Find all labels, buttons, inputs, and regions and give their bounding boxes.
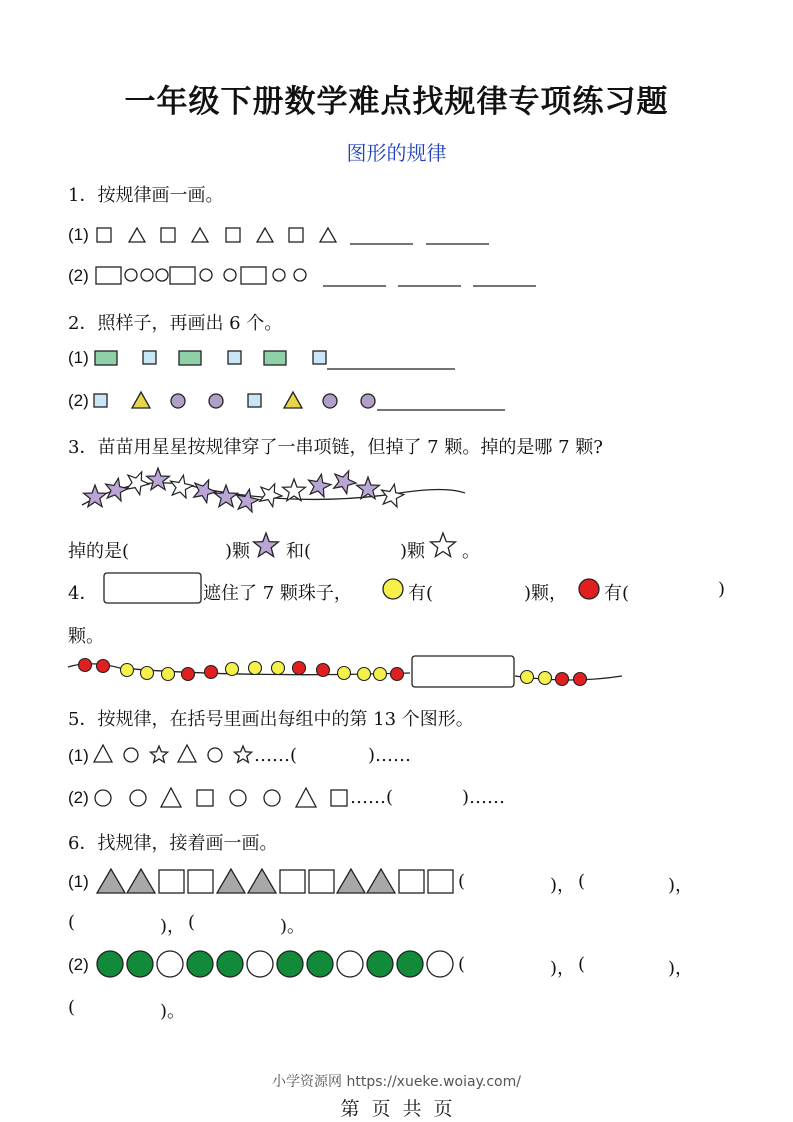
q1-part1-label: (1) <box>68 225 89 244</box>
q5-part1-tail-b: )…… <box>368 745 412 766</box>
triangle-icon <box>257 228 273 242</box>
purple-star-icon <box>147 468 170 490</box>
red-bead-icon <box>79 659 92 672</box>
white-star-icon <box>260 484 282 507</box>
q6-part2-close-2: )， <box>668 958 694 979</box>
bead-cover-box <box>412 656 514 687</box>
page-title: 一年级下册数学难点找规律专项练习题 <box>124 84 669 120</box>
yellow-bead-icon <box>141 667 154 680</box>
grey-triangle-icon <box>97 869 125 893</box>
q4-text-d: 有( <box>604 583 630 604</box>
question-6-text: 6．找规律，接着画一画。 <box>68 833 278 854</box>
yellow-bead-icon <box>162 668 175 681</box>
white-star-icon <box>171 475 193 498</box>
circle-icon <box>427 951 453 977</box>
q1-part2-label: (2) <box>68 266 89 285</box>
blue-square-icon <box>94 394 107 407</box>
purple-circle-icon <box>209 394 223 408</box>
q6-part1-close-2: )， <box>668 875 694 896</box>
rectangle-icon <box>241 267 266 284</box>
grey-triangle-icon <box>217 869 245 893</box>
q6-part2-close-1: )， <box>550 958 576 979</box>
yellow-bead-icon <box>521 671 534 684</box>
star-icon <box>150 746 167 762</box>
circle-icon <box>208 748 222 762</box>
purple-star-icon <box>334 471 356 494</box>
triangle-icon <box>296 788 316 807</box>
triangle-icon <box>129 228 145 242</box>
q3-answer-b: )颗 <box>225 541 251 562</box>
q4-text-c: )颗， <box>524 583 568 604</box>
circle-icon <box>95 790 111 806</box>
yellow-bead-icon <box>249 662 262 675</box>
circle-icon <box>337 951 363 977</box>
q6-part2-open-1: ( <box>458 954 466 975</box>
question-5-text: 5．按规律，在括号里画出每组中的第 13 个图形。 <box>68 709 474 730</box>
yellow-bead-icon <box>539 672 552 685</box>
q6-part2-label: (2) <box>68 955 89 974</box>
circle-icon <box>200 269 212 281</box>
q3-answer-a: 掉的是( <box>68 541 130 562</box>
square-icon <box>280 870 305 893</box>
purple-star-icon <box>254 533 279 557</box>
purple-star-icon <box>84 485 107 507</box>
q6-part1-open-3: ( <box>68 912 76 933</box>
purple-star-icon <box>237 489 259 512</box>
square-icon <box>331 790 347 806</box>
purple-circle-icon <box>323 394 337 408</box>
yellow-bead-icon <box>226 663 239 676</box>
grey-triangle-icon <box>367 869 395 893</box>
purple-circle-icon <box>171 394 185 408</box>
yellow-bead-icon <box>358 668 371 681</box>
rectangle-icon <box>170 267 195 284</box>
purple-star-icon <box>215 485 238 507</box>
q6-part1-close-3: )， <box>160 916 186 937</box>
q6-part2-open-3: ( <box>68 997 76 1018</box>
green-circle-icon <box>187 951 213 977</box>
blue-square-icon <box>143 351 156 364</box>
q4-text-e: ) <box>718 579 726 600</box>
q3-answer-d: )颗 <box>400 541 426 562</box>
red-bead-icon <box>579 579 599 599</box>
green-circle-icon <box>397 951 423 977</box>
square-icon <box>399 870 424 893</box>
star-icon <box>234 746 251 762</box>
red-bead-icon <box>556 673 569 686</box>
yellow-bead-icon <box>121 664 134 677</box>
triangle-icon <box>178 745 196 762</box>
question-3-text: 3．苗苗用星星按规律穿了一串项链，但掉了 7 颗。掉的是哪 7 颗? <box>68 437 603 458</box>
red-bead-icon <box>182 668 195 681</box>
q6-part1-label: (1) <box>68 872 89 891</box>
circle-icon <box>247 951 273 977</box>
blue-square-icon <box>228 351 241 364</box>
square-icon <box>309 870 334 893</box>
q3-answer-e: 。 <box>462 541 480 562</box>
white-star-icon <box>283 479 306 501</box>
question-4-number: 4． <box>68 583 98 604</box>
q6-part1-close-1: )， <box>550 875 576 896</box>
square-icon <box>226 228 240 242</box>
circle-icon <box>130 790 146 806</box>
green-rectangle-icon <box>264 351 286 365</box>
purple-star-icon <box>106 478 128 501</box>
yellow-triangle-icon <box>132 392 150 408</box>
purple-star-icon <box>194 480 216 503</box>
yellow-bead-icon <box>374 668 387 681</box>
yellow-bead-icon <box>338 667 351 680</box>
grey-triangle-icon <box>248 869 276 893</box>
q6-part1-open-1: ( <box>458 871 466 892</box>
circle-icon <box>157 951 183 977</box>
green-circle-icon <box>127 951 153 977</box>
circle-icon <box>224 269 236 281</box>
page-subtitle: 图形的规律 <box>346 141 447 165</box>
circle-icon <box>264 790 280 806</box>
q3-answer-c: 和( <box>286 541 312 562</box>
q6-part1-close-4: )。 <box>280 916 306 937</box>
red-bead-icon <box>317 664 330 677</box>
red-bead-icon <box>205 666 218 679</box>
q4-text-b: 有( <box>408 583 434 604</box>
triangle-icon <box>94 745 112 762</box>
triangle-icon <box>192 228 208 242</box>
triangle-icon <box>161 788 181 807</box>
q5-part2-tail-b: )…… <box>462 787 506 808</box>
green-circle-icon <box>367 951 393 977</box>
yellow-triangle-icon <box>284 392 302 408</box>
green-rectangle-icon <box>95 351 117 365</box>
green-circle-icon <box>307 951 333 977</box>
circle-icon <box>124 748 138 762</box>
circle-icon <box>141 269 153 281</box>
square-icon <box>197 790 213 806</box>
yellow-bead-icon <box>272 662 285 675</box>
red-bead-icon <box>574 673 587 686</box>
cover-box-icon <box>104 573 201 603</box>
square-icon <box>188 870 213 893</box>
square-icon <box>159 870 184 893</box>
q2-part1-label: (1) <box>68 348 89 367</box>
white-star-icon <box>127 472 149 495</box>
q5-part2-label: (2) <box>68 788 89 807</box>
red-bead-icon <box>97 660 110 673</box>
question-1-text: 1．按规律画一画。 <box>68 185 224 206</box>
green-circle-icon <box>97 951 123 977</box>
red-bead-icon <box>293 662 306 675</box>
q5-part2-tail-a: ……( <box>350 787 394 808</box>
square-icon <box>161 228 175 242</box>
blue-square-icon <box>248 394 261 407</box>
q2-part2-label: (2) <box>68 391 89 410</box>
square-icon <box>289 228 303 242</box>
q5-part1-tail-a: ……( <box>254 745 298 766</box>
footer-page: 第 页 共 页 <box>340 1098 453 1120</box>
q6-part2-close-3: )。 <box>160 1001 186 1022</box>
circle-icon <box>156 269 168 281</box>
q4-text-a: 遮住了 7 颗珠子， <box>203 583 352 604</box>
q5-part1-label: (1) <box>68 746 89 765</box>
question-2-text: 2．照样子，再画出 6 个。 <box>68 313 283 334</box>
purple-star-icon <box>309 474 331 497</box>
circle-icon <box>273 269 285 281</box>
blue-square-icon <box>313 351 326 364</box>
green-rectangle-icon <box>179 351 201 365</box>
circle-icon <box>125 269 137 281</box>
q6-part2-open-2: ( <box>578 954 586 975</box>
circle-icon <box>294 269 306 281</box>
green-circle-icon <box>277 951 303 977</box>
square-icon <box>97 228 111 242</box>
grey-triangle-icon <box>127 869 155 893</box>
grey-triangle-icon <box>337 869 365 893</box>
q6-part1-open-4: ( <box>188 912 196 933</box>
q6-part1-open-2: ( <box>578 871 586 892</box>
purple-circle-icon <box>361 394 375 408</box>
necklace-stars <box>84 468 404 512</box>
triangle-icon <box>320 228 336 242</box>
white-star-icon <box>431 533 456 557</box>
rectangle-icon <box>96 267 121 284</box>
square-icon <box>428 870 453 893</box>
green-circle-icon <box>217 951 243 977</box>
red-bead-icon <box>391 668 404 681</box>
yellow-bead-icon <box>383 579 403 599</box>
q4-text-f: 颗。 <box>68 626 104 647</box>
circle-icon <box>230 790 246 806</box>
footer-site: 小学资源网 https://xueke.woiay.com/ <box>272 1074 521 1090</box>
